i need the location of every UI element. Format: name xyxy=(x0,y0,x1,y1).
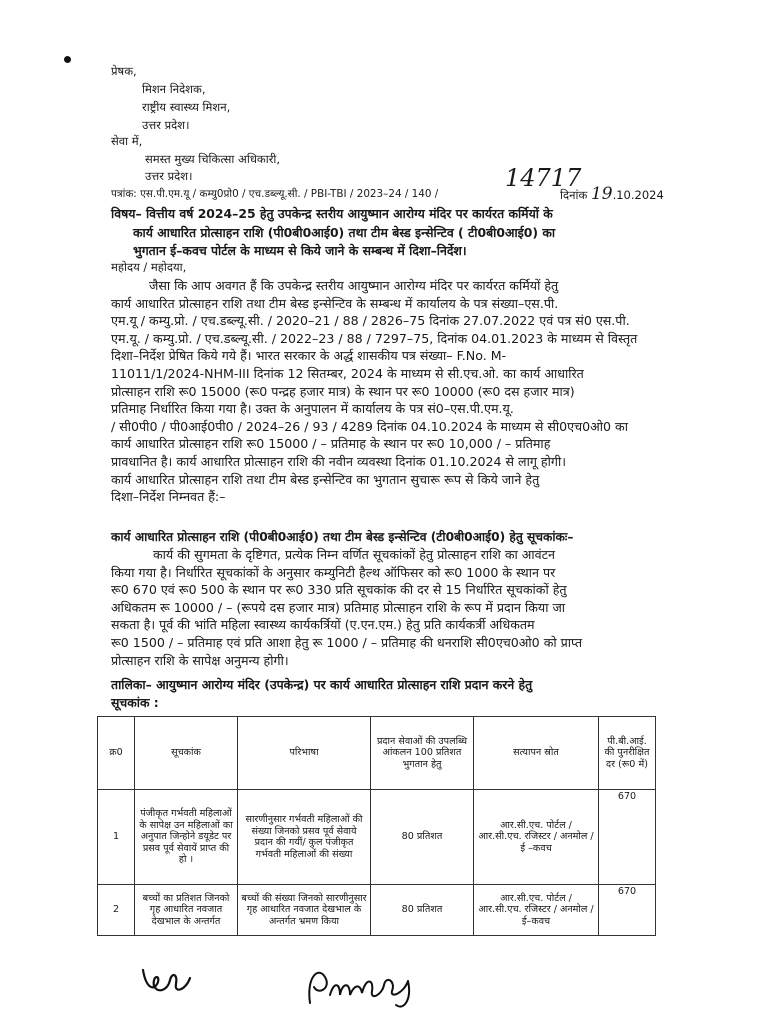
table-header-row xyxy=(98,717,656,790)
para1-line: दिशा–निर्देश प्रेषित किये गये हैं। भारत सरकार के अर्द्ध शासकीय पत्र संख्या– F.No. M- xyxy=(111,348,507,364)
row-definition: बच्चों की संख्या जिनको सारणीनुसार गृह आधारित नवजात देखभाल के अन्तर्गत भ्रमण किया xyxy=(238,885,371,936)
row-sr: 1 xyxy=(98,790,135,885)
row-definition: सारणीनुसार गर्भवती महिलाओं की संख्या जिनको प्रसव पूर्व सेवाये प्रदान की गयीं/ कुल पंजीकृत गर्भवती महिलाओं की संख्या xyxy=(238,790,371,885)
para1-line: दिशा–निर्देश निम्नवत हैं:– xyxy=(111,489,226,505)
paragraph-2 xyxy=(111,546,669,669)
from-line-2: राष्ट्रीय स्वास्थ्य मिशन, xyxy=(142,100,231,114)
row-source: आर.सी.एच. पोर्टल / आर.सी.एच. रजिस्टर / अनमोल / ई–कवच xyxy=(474,885,599,936)
para1-line: कार्य आधारित प्रोत्साहन राशि रू0 15000 / – प्रतिमाह के स्थान पर रू0 10,000 / – प्रतिमाह xyxy=(111,436,551,452)
from-line-3: उत्तर प्रदेश। xyxy=(142,118,190,132)
indicator-table xyxy=(97,716,656,936)
ink-dot xyxy=(63,55,72,64)
letter-date xyxy=(560,184,664,204)
para1-line: प्रावधानित है। कार्य आधारित प्रोत्साहन राशि की नवीन व्यवस्था दिनांक 01.10.2024 से लागू होगी। xyxy=(111,453,566,469)
section-heading: कार्य आधारित प्रोत्साहन राशि (पी0बी0आई0) तथा टीम बेस्ड इन्सेन्टिव (टी0बी0आई0) हेतु सूचकांकः– xyxy=(111,530,574,544)
row-rate: 670 xyxy=(599,790,656,885)
to-label: सेवा में, xyxy=(111,134,143,148)
from-line-1: मिशन निदेशक, xyxy=(142,82,206,96)
date-label: दिनांक xyxy=(560,188,588,202)
col-header-rate: पी.बी.आई. की पुनरीक्षित दर (रू0 में) xyxy=(599,717,656,790)
to-line-1: समस्त मुख्य चिकित्सा अधिकारी, xyxy=(145,152,281,166)
handwritten-initials xyxy=(138,960,198,1000)
table-title-line-2: सूचकांक : xyxy=(111,695,159,710)
paragraph-1 xyxy=(111,277,669,506)
from-label: प्रेषक, xyxy=(111,64,137,78)
col-header-source: सत्यापन स्रोत xyxy=(474,717,599,790)
row-sr: 2 xyxy=(98,885,135,936)
para1-line: प्रतिमाह निर्धारित किया गया है। उक्त के अनुपालन में कार्यालय के पत्र सं0–एस.पी.एम.यू. xyxy=(111,401,514,417)
subject xyxy=(111,205,671,261)
para2-line: अधिकतम रू 10000 / – (रूपये दस हजार मात्र) प्रतिमाह प्रोत्साहन राशि के रूप में प्रदान किया जा xyxy=(111,599,566,615)
para2-line: कार्य की सुगमता के दृष्टिगत, प्रत्येक निम्न वर्णित सूचकांकों हेतु प्रोत्साहन राशि का आवंटन xyxy=(153,547,555,562)
row-rate: 670 xyxy=(599,885,656,936)
para1-line: / सी0पी0 / पी0आई0पी0 / 2024–26 / 93 / 4289 दिनांक 04.10.2024 के माध्यम से सी0एच0ओ0 का xyxy=(111,418,628,434)
to-line-2: उत्तर प्रदेश। xyxy=(145,169,193,183)
para1-line: कार्य आधारित प्रोत्साहन राशि तथा टीम बेस्ड इन्सेन्टिव के सम्बन्ध में कार्यालय के पत्र संख्या–एस.पी. xyxy=(111,295,559,311)
table-row xyxy=(98,790,656,885)
table-title-line-1: तालिका– आयुष्मान आरोग्य मंदिर (उपकेन्द्र) पर कार्य आधारित प्रोत्साहन राशि प्रदान करने हेतु xyxy=(111,677,533,692)
table-row xyxy=(98,885,656,936)
col-header-sr: क्र0 xyxy=(98,717,135,790)
row-source: आर.सी.एच. पोर्टल / आर.सी.एच. रजिस्टर / अनमोल / ई –कवच xyxy=(474,790,599,885)
para2-line: किया गया है। निर्धारित सूचकांकों के अनुसार कम्युनिटी हैल्थ ऑफिसर को रू0 1000 के स्थान पर xyxy=(111,564,556,580)
para1-line: एम.यू / कम्यु.प्रो. / एच.डब्ल्यू.सी. / 2020–21 / 88 / 2826–75 दिनांक 27.07.2022 एवं पत्र सं0 एस.पी. xyxy=(111,313,630,329)
signature xyxy=(300,955,440,1015)
date-rest: .10.2024 xyxy=(612,188,664,202)
para1-line: एम.यू. / कम्यु.प्रो. / एच.डब्ल्यू.सी. / 2022–23 / 88 / 7297–75, दिनांक 04.01.2023 के माध्यम से विस्तृत xyxy=(111,330,638,346)
row-achievement: 80 प्रतिशत xyxy=(371,790,474,885)
handwritten-dispatch-number: 14717 xyxy=(505,164,582,192)
col-header-indicator: सूचकांक xyxy=(135,717,238,790)
col-header-achievement: प्रदान सेवाओं की उपलब्धि आंकलन 100 प्रतिशत भुगतान हेतु xyxy=(371,717,474,790)
para1-line: जैसा कि आप अवगत हैं कि उपकेन्द्र स्तरीय आयुष्मान आरोग्य मंदिर पर कार्यरत कर्मियों हेतु xyxy=(149,278,559,293)
col-header-definition: परिभाषा xyxy=(238,717,371,790)
table-title xyxy=(111,676,532,712)
salutation: महोदय / महोदया, xyxy=(111,260,187,274)
date-day: 19 xyxy=(590,184,613,204)
para2-line: सकता है। पूर्व की भांति महिला स्वास्थ्य कार्यकर्त्रियों (ए.एन.एम.) हेतु प्रति कार्यकर्त्री अधिकतम xyxy=(111,617,535,633)
para2-line: रू0 1500 / – प्रतिमाह एवं प्रति आशा हेतु रू 1000 / – प्रतिमाह की धनराशि सी0एच0ओ0 को प्राप्त xyxy=(111,634,583,650)
row-indicator: बच्चों का प्रतिशत जिनको गृह आधारित नवजात देखभाल के अन्तर्गत xyxy=(135,885,238,936)
subject-line-2: कार्य आधारित प्रोत्साहन राशि (पी0बी0आई0) तथा टीम बेस्ड इन्सेन्टिव ( टी0बी0आई0) का xyxy=(133,224,556,240)
row-indicator: पंजीकृत गर्भवती महिलाओं के सापेक्ष उन महिलाओं का अनुपात जिन्होने डयूडेट पर प्रसव पूर्व सेवायें प्राप्त की हो । xyxy=(135,790,238,885)
para1-line: 11011/1/2024-NHM-III दिनांक 12 सितम्बर, 2024 के माध्यम से सी.एच.ओ. का कार्य आधारित xyxy=(111,365,584,381)
para1-line: कार्य आधारित प्रोत्साहन राशि तथा टीम बेस्ड इन्सेन्टिव का भुगतान सुचारू रूप से किये जाने हेतु xyxy=(111,471,540,487)
row-achievement: 80 प्रतिशत xyxy=(371,885,474,936)
subject-line-1: विषय– वित्तीय वर्ष 2024–25 हेतु उपकेन्द्र स्तरीय आयुष्मान आरोग्य मंदिर पर कार्यरत कर्मियों के xyxy=(111,206,553,221)
para2-line: प्रोत्साहन राशि के सापेक्ष अनुमन्य होगी। xyxy=(111,652,289,668)
para1-line: प्रोत्साहन राशि रू0 15000 (रू0 पन्द्रह हजार मात्र) के स्थान पर रू0 10000 (रू0 दस हजार मात्र) xyxy=(111,383,575,399)
para2-line: रू0 670 एवं रू0 500 के स्थान पर रू0 330 प्रति सूचकांक की दर से 15 निर्धारित सूचकांकों हेतु xyxy=(111,582,567,598)
letter-reference: पत्रांक: एस.पी.एम.यू / कम्यु0प्रो0 / एच.डब्ल्यू.सी. / PBI-TBI / 2023–24 / 140 / xyxy=(111,188,439,200)
subject-line-3: भुगतान ई–कवच पोर्टल के माध्यम से किये जाने के सम्बन्ध में दिशा–निर्देश। xyxy=(133,243,467,258)
